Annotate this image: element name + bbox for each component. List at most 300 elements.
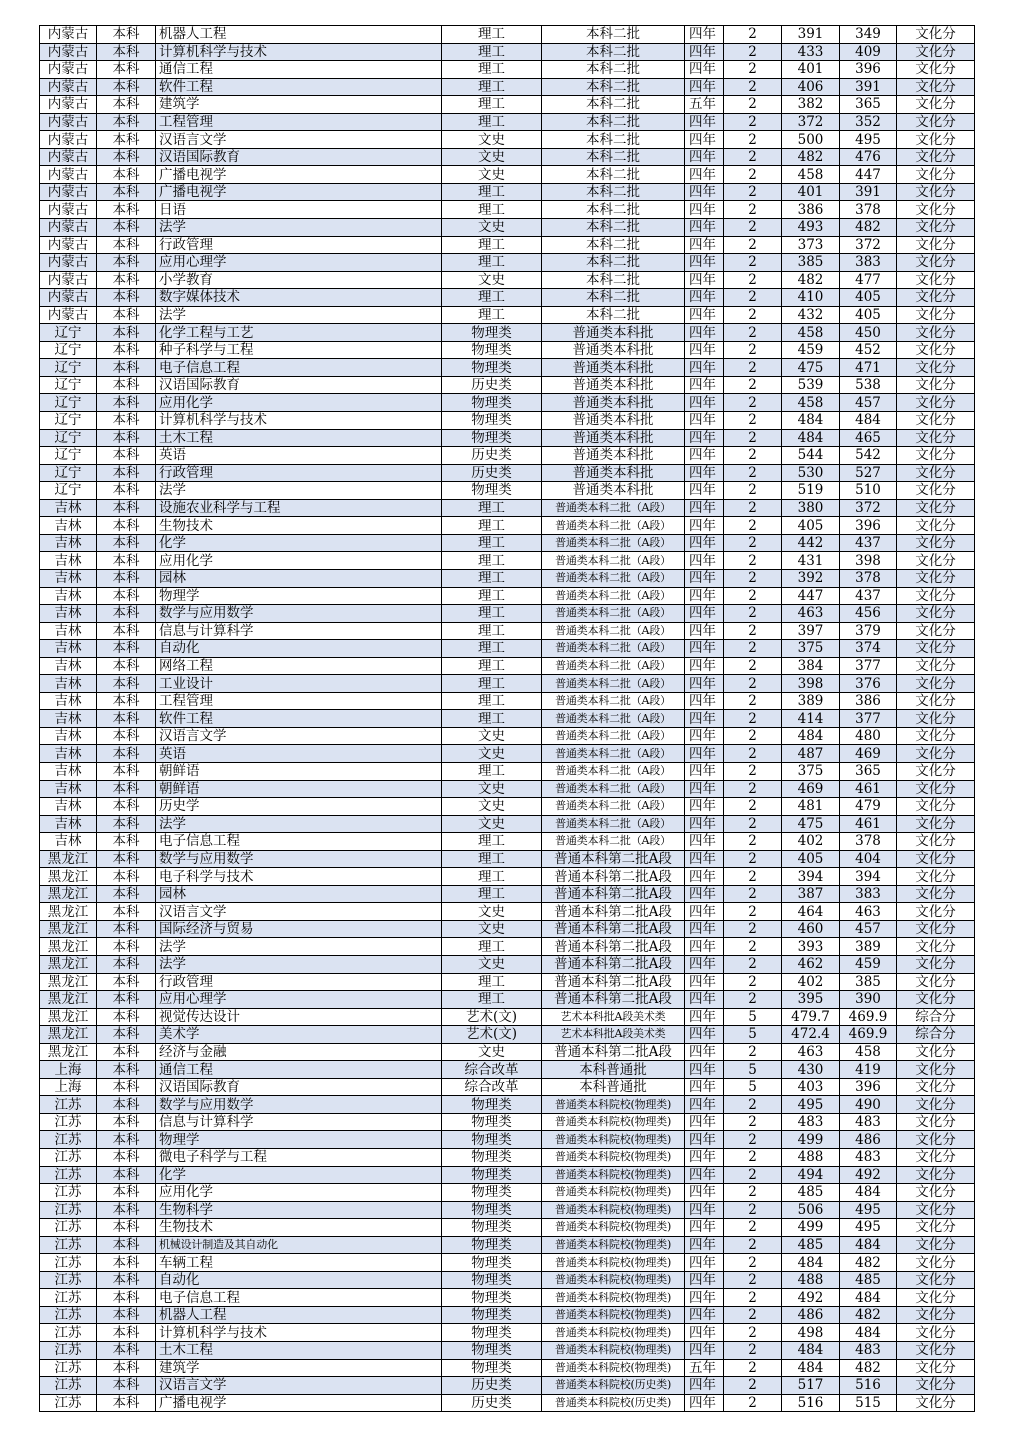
- major-cell: 机器人工程: [156, 1306, 442, 1324]
- major-cell: 园林: [156, 885, 442, 903]
- level-cell: 本科: [97, 254, 156, 272]
- major-cell: 英语: [156, 745, 442, 763]
- batch-cell: 普通类本科二批（A段）: [542, 657, 685, 675]
- level-cell: 本科: [97, 201, 156, 219]
- batch-cell: 普通类本科院校(物理类): [542, 1342, 685, 1360]
- major-cell: 通信工程: [156, 61, 442, 79]
- min-score-cell: 510: [840, 482, 897, 500]
- province-cell: 辽宁: [40, 376, 97, 394]
- category-cell: 文史: [442, 1043, 542, 1061]
- plan-count-cell: 2: [724, 587, 782, 605]
- province-cell: 吉林: [40, 605, 97, 623]
- province-cell: 黑龙江: [40, 955, 97, 973]
- plan-count-cell: 2: [724, 552, 782, 570]
- province-cell: 黑龙江: [40, 885, 97, 903]
- category-cell: 理工: [442, 569, 542, 587]
- province-cell: 江苏: [40, 1131, 97, 1149]
- years-cell: 四年: [685, 359, 724, 377]
- max-score-cell: 484: [782, 1359, 840, 1377]
- level-cell: 本科: [97, 1184, 156, 1202]
- category-cell: 艺术(文): [442, 1008, 542, 1026]
- score-type-cell: 文化分: [897, 341, 975, 359]
- major-cell: 设施农业科学与工程: [156, 499, 442, 517]
- major-cell: 生物技术: [156, 517, 442, 535]
- plan-count-cell: 2: [724, 762, 782, 780]
- level-cell: 本科: [97, 991, 156, 1009]
- province-cell: 江苏: [40, 1289, 97, 1307]
- plan-count-cell: 2: [724, 622, 782, 640]
- years-cell: 四年: [685, 605, 724, 623]
- province-cell: 江苏: [40, 1236, 97, 1254]
- category-cell: 物理类: [442, 1359, 542, 1377]
- min-score-cell: 405: [840, 306, 897, 324]
- table-row: [40, 1113, 975, 1131]
- years-cell: 四年: [685, 447, 724, 465]
- max-score-cell: 431: [782, 552, 840, 570]
- batch-cell: 普通类本科二批（A段）: [542, 710, 685, 728]
- years-cell: 四年: [685, 1219, 724, 1237]
- max-score-cell: 373: [782, 236, 840, 254]
- score-type-cell: 文化分: [897, 499, 975, 517]
- category-cell: 历史类: [442, 464, 542, 482]
- major-cell: 生物技术: [156, 1219, 442, 1237]
- min-score-cell: 394: [840, 868, 897, 886]
- plan-count-cell: 2: [724, 692, 782, 710]
- category-cell: 理工: [442, 236, 542, 254]
- major-cell: 化学工程与工艺: [156, 324, 442, 342]
- category-cell: 理工: [442, 657, 542, 675]
- max-score-cell: 391: [782, 26, 840, 44]
- batch-cell: 普通类本科院校(物理类): [542, 1359, 685, 1377]
- province-cell: 内蒙古: [40, 289, 97, 307]
- level-cell: 本科: [97, 605, 156, 623]
- level-cell: 本科: [97, 745, 156, 763]
- min-score-cell: 390: [840, 991, 897, 1009]
- table-row: [40, 710, 975, 728]
- years-cell: 四年: [685, 271, 724, 289]
- score-type-cell: 文化分: [897, 1131, 975, 1149]
- score-type-cell: 文化分: [897, 1394, 975, 1412]
- years-cell: 四年: [685, 552, 724, 570]
- max-score-cell: 447: [782, 587, 840, 605]
- batch-cell: 本科二批: [542, 201, 685, 219]
- major-cell: 应用化学: [156, 552, 442, 570]
- batch-cell: 本科二批: [542, 219, 685, 237]
- years-cell: 四年: [685, 254, 724, 272]
- major-cell: 法学: [156, 955, 442, 973]
- level-cell: 本科: [97, 61, 156, 79]
- table-row: [40, 973, 975, 991]
- batch-cell: 普通类本科二批（A段）: [542, 815, 685, 833]
- category-cell: 理工: [442, 183, 542, 201]
- major-cell: 日语: [156, 201, 442, 219]
- score-type-cell: 文化分: [897, 850, 975, 868]
- max-score-cell: 495: [782, 1096, 840, 1114]
- major-cell: 自动化: [156, 640, 442, 658]
- min-score-cell: 483: [840, 1113, 897, 1131]
- min-score-cell: 396: [840, 517, 897, 535]
- batch-cell: 普通类本科二批（A段）: [542, 552, 685, 570]
- table-row: [40, 885, 975, 903]
- years-cell: 四年: [685, 1236, 724, 1254]
- level-cell: 本科: [97, 569, 156, 587]
- plan-count-cell: 5: [724, 1061, 782, 1079]
- table-row: [40, 166, 975, 184]
- table-row: [40, 1394, 975, 1412]
- major-cell: 机械设计制造及其自动化: [156, 1236, 442, 1254]
- years-cell: 四年: [685, 938, 724, 956]
- max-score-cell: 394: [782, 868, 840, 886]
- level-cell: 本科: [97, 131, 156, 149]
- major-cell: 历史学: [156, 798, 442, 816]
- level-cell: 本科: [97, 1236, 156, 1254]
- min-score-cell: 386: [840, 692, 897, 710]
- score-type-cell: 文化分: [897, 412, 975, 430]
- table-row: [40, 868, 975, 886]
- major-cell: 化学: [156, 1166, 442, 1184]
- plan-count-cell: 2: [724, 885, 782, 903]
- batch-cell: 普通类本科二批（A段）: [542, 692, 685, 710]
- score-type-cell: 文化分: [897, 1166, 975, 1184]
- table-row: [40, 1377, 975, 1395]
- level-cell: 本科: [97, 464, 156, 482]
- batch-cell: 本科二批: [542, 78, 685, 96]
- major-cell: 数学与应用数学: [156, 1096, 442, 1114]
- level-cell: 本科: [97, 920, 156, 938]
- level-cell: 本科: [97, 1289, 156, 1307]
- batch-cell: 普通类本科院校(物理类): [542, 1166, 685, 1184]
- plan-count-cell: 2: [724, 1184, 782, 1202]
- major-cell: 应用心理学: [156, 254, 442, 272]
- batch-cell: 普通类本科院校(物理类): [542, 1254, 685, 1272]
- min-score-cell: 482: [840, 1254, 897, 1272]
- category-cell: 文史: [442, 955, 542, 973]
- min-score-cell: 452: [840, 341, 897, 359]
- major-cell: 广播电视学: [156, 1394, 442, 1412]
- score-type-cell: 文化分: [897, 1219, 975, 1237]
- min-score-cell: 391: [840, 183, 897, 201]
- province-cell: 上海: [40, 1078, 97, 1096]
- major-cell: 微电子科学与工程: [156, 1149, 442, 1167]
- major-cell: 土木工程: [156, 1342, 442, 1360]
- level-cell: 本科: [97, 183, 156, 201]
- batch-cell: 普通类本科批: [542, 394, 685, 412]
- min-score-cell: 349: [840, 26, 897, 44]
- category-cell: 理工: [442, 587, 542, 605]
- level-cell: 本科: [97, 762, 156, 780]
- score-type-cell: 文化分: [897, 1306, 975, 1324]
- level-cell: 本科: [97, 26, 156, 44]
- years-cell: 四年: [685, 1271, 724, 1289]
- province-cell: 辽宁: [40, 447, 97, 465]
- batch-cell: 普通本科第二批A段: [542, 1043, 685, 1061]
- major-cell: 广播电视学: [156, 183, 442, 201]
- score-type-cell: 文化分: [897, 78, 975, 96]
- table-row: [40, 955, 975, 973]
- max-score-cell: 544: [782, 447, 840, 465]
- min-score-cell: 479: [840, 798, 897, 816]
- min-score-cell: 396: [840, 61, 897, 79]
- category-cell: 艺术(文): [442, 1026, 542, 1044]
- plan-count-cell: 2: [724, 833, 782, 851]
- min-score-cell: 405: [840, 289, 897, 307]
- province-cell: 吉林: [40, 640, 97, 658]
- score-type-cell: 文化分: [897, 429, 975, 447]
- min-score-cell: 372: [840, 236, 897, 254]
- plan-count-cell: 2: [724, 271, 782, 289]
- province-cell: 内蒙古: [40, 148, 97, 166]
- level-cell: 本科: [97, 412, 156, 430]
- table-row: [40, 938, 975, 956]
- plan-count-cell: 5: [724, 1078, 782, 1096]
- plan-count-cell: 2: [724, 1377, 782, 1395]
- major-cell: 应用化学: [156, 1184, 442, 1202]
- province-cell: 辽宁: [40, 429, 97, 447]
- max-score-cell: 406: [782, 78, 840, 96]
- category-cell: 理工: [442, 833, 542, 851]
- category-cell: 理工: [442, 201, 542, 219]
- max-score-cell: 482: [782, 271, 840, 289]
- major-cell: 计算机科学与技术: [156, 412, 442, 430]
- category-cell: 物理类: [442, 1254, 542, 1272]
- major-cell: 电子信息工程: [156, 1289, 442, 1307]
- level-cell: 本科: [97, 710, 156, 728]
- years-cell: 四年: [685, 1096, 724, 1114]
- table-row: [40, 1026, 975, 1044]
- table-row: [40, 1219, 975, 1237]
- min-score-cell: 459: [840, 955, 897, 973]
- score-type-cell: 文化分: [897, 1149, 975, 1167]
- plan-count-cell: 2: [724, 289, 782, 307]
- major-cell: 法学: [156, 482, 442, 500]
- table-row: [40, 762, 975, 780]
- table-row: [40, 1271, 975, 1289]
- category-cell: 文史: [442, 271, 542, 289]
- table-row: [40, 692, 975, 710]
- min-score-cell: 490: [840, 1096, 897, 1114]
- level-cell: 本科: [97, 219, 156, 237]
- years-cell: 四年: [685, 306, 724, 324]
- score-type-cell: 文化分: [897, 955, 975, 973]
- batch-cell: 普通类本科院校(物理类): [542, 1201, 685, 1219]
- major-cell: 小学教育: [156, 271, 442, 289]
- batch-cell: 普通类本科二批（A段）: [542, 534, 685, 552]
- level-cell: 本科: [97, 429, 156, 447]
- max-score-cell: 458: [782, 394, 840, 412]
- category-cell: 物理类: [442, 1271, 542, 1289]
- table-row: [40, 815, 975, 833]
- category-cell: 物理类: [442, 482, 542, 500]
- province-cell: 内蒙古: [40, 61, 97, 79]
- table-row: [40, 236, 975, 254]
- max-score-cell: 539: [782, 376, 840, 394]
- batch-cell: 普通类本科批: [542, 412, 685, 430]
- years-cell: 四年: [685, 1377, 724, 1395]
- province-cell: 江苏: [40, 1166, 97, 1184]
- years-cell: 四年: [685, 113, 724, 131]
- major-cell: 法学: [156, 815, 442, 833]
- batch-cell: 普通类本科院校(物理类): [542, 1184, 685, 1202]
- plan-count-cell: 2: [724, 1271, 782, 1289]
- table-row: [40, 640, 975, 658]
- years-cell: 四年: [685, 692, 724, 710]
- max-score-cell: 494: [782, 1166, 840, 1184]
- batch-cell: 普通类本科批: [542, 447, 685, 465]
- score-type-cell: 文化分: [897, 657, 975, 675]
- max-score-cell: 410: [782, 289, 840, 307]
- plan-count-cell: 2: [724, 324, 782, 342]
- table-row: [40, 341, 975, 359]
- years-cell: 四年: [685, 1289, 724, 1307]
- province-cell: 辽宁: [40, 482, 97, 500]
- min-score-cell: 469.9: [840, 1008, 897, 1026]
- province-cell: 内蒙古: [40, 113, 97, 131]
- category-cell: 物理类: [442, 1166, 542, 1184]
- years-cell: 四年: [685, 657, 724, 675]
- max-score-cell: 484: [782, 727, 840, 745]
- table-row: [40, 991, 975, 1009]
- max-score-cell: 485: [782, 1236, 840, 1254]
- years-cell: 四年: [685, 219, 724, 237]
- table-row: [40, 1184, 975, 1202]
- min-score-cell: 450: [840, 324, 897, 342]
- major-cell: 计算机科学与技术: [156, 43, 442, 61]
- min-score-cell: 461: [840, 780, 897, 798]
- years-cell: 四年: [685, 517, 724, 535]
- category-cell: 理工: [442, 675, 542, 693]
- category-cell: 文史: [442, 903, 542, 921]
- score-type-cell: 文化分: [897, 96, 975, 114]
- category-cell: 理工: [442, 306, 542, 324]
- province-cell: 吉林: [40, 622, 97, 640]
- table-row: [40, 26, 975, 44]
- max-score-cell: 384: [782, 657, 840, 675]
- province-cell: 内蒙古: [40, 271, 97, 289]
- years-cell: 四年: [685, 148, 724, 166]
- batch-cell: 普通类本科院校(历史类): [542, 1394, 685, 1412]
- plan-count-cell: 2: [724, 183, 782, 201]
- major-cell: 软件工程: [156, 710, 442, 728]
- plan-count-cell: 2: [724, 1043, 782, 1061]
- table-row: [40, 1254, 975, 1272]
- years-cell: 四年: [685, 1254, 724, 1272]
- min-score-cell: 379: [840, 622, 897, 640]
- province-cell: 江苏: [40, 1201, 97, 1219]
- years-cell: 四年: [685, 482, 724, 500]
- table-row: [40, 920, 975, 938]
- category-cell: 理工: [442, 868, 542, 886]
- plan-count-cell: 2: [724, 1236, 782, 1254]
- years-cell: 四年: [685, 868, 724, 886]
- level-cell: 本科: [97, 1394, 156, 1412]
- batch-cell: 本科二批: [542, 148, 685, 166]
- batch-cell: 普通类本科二批（A段）: [542, 780, 685, 798]
- score-type-cell: 文化分: [897, 569, 975, 587]
- major-cell: 车辆工程: [156, 1254, 442, 1272]
- min-score-cell: 437: [840, 534, 897, 552]
- major-cell: 机器人工程: [156, 26, 442, 44]
- major-cell: 汉语国际教育: [156, 1078, 442, 1096]
- score-type-cell: 文化分: [897, 201, 975, 219]
- score-type-cell: 文化分: [897, 1043, 975, 1061]
- category-cell: 理工: [442, 692, 542, 710]
- years-cell: 四年: [685, 201, 724, 219]
- batch-cell: 普通类本科二批（A段）: [542, 798, 685, 816]
- years-cell: 四年: [685, 780, 724, 798]
- batch-cell: 普通类本科批: [542, 464, 685, 482]
- category-cell: 理工: [442, 885, 542, 903]
- level-cell: 本科: [97, 1306, 156, 1324]
- years-cell: 四年: [685, 131, 724, 149]
- max-score-cell: 493: [782, 219, 840, 237]
- batch-cell: 普通类本科院校(物理类): [542, 1236, 685, 1254]
- max-score-cell: 398: [782, 675, 840, 693]
- plan-count-cell: 2: [724, 201, 782, 219]
- plan-count-cell: 2: [724, 780, 782, 798]
- province-cell: 内蒙古: [40, 219, 97, 237]
- batch-cell: 普通本科第二批A段: [542, 955, 685, 973]
- major-cell: 数字媒体技术: [156, 289, 442, 307]
- max-score-cell: 372: [782, 113, 840, 131]
- province-cell: 江苏: [40, 1219, 97, 1237]
- category-cell: 理工: [442, 605, 542, 623]
- score-type-cell: 文化分: [897, 640, 975, 658]
- plan-count-cell: 2: [724, 26, 782, 44]
- table-row: [40, 429, 975, 447]
- province-cell: 上海: [40, 1061, 97, 1079]
- max-score-cell: 475: [782, 359, 840, 377]
- score-type-cell: 文化分: [897, 868, 975, 886]
- plan-count-cell: 2: [724, 394, 782, 412]
- batch-cell: 本科二批: [542, 183, 685, 201]
- score-type-cell: 文化分: [897, 113, 975, 131]
- plan-count-cell: 2: [724, 341, 782, 359]
- min-score-cell: 469.9: [840, 1026, 897, 1044]
- batch-cell: 本科二批: [542, 26, 685, 44]
- category-cell: 物理类: [442, 1096, 542, 1114]
- min-score-cell: 376: [840, 675, 897, 693]
- table-row: [40, 517, 975, 535]
- level-cell: 本科: [97, 166, 156, 184]
- level-cell: 本科: [97, 1201, 156, 1219]
- table-row: [40, 219, 975, 237]
- max-score-cell: 475: [782, 815, 840, 833]
- table-row: [40, 833, 975, 851]
- max-score-cell: 392: [782, 569, 840, 587]
- score-type-cell: 文化分: [897, 183, 975, 201]
- level-cell: 本科: [97, 96, 156, 114]
- province-cell: 江苏: [40, 1394, 97, 1412]
- plan-count-cell: 2: [724, 745, 782, 763]
- years-cell: 四年: [685, 1394, 724, 1412]
- score-type-cell: 文化分: [897, 43, 975, 61]
- years-cell: 四年: [685, 955, 724, 973]
- province-cell: 内蒙古: [40, 96, 97, 114]
- province-cell: 江苏: [40, 1113, 97, 1131]
- table-row: [40, 1289, 975, 1307]
- plan-count-cell: 2: [724, 517, 782, 535]
- category-cell: 物理类: [442, 1219, 542, 1237]
- table-row: [40, 1149, 975, 1167]
- max-score-cell: 469: [782, 780, 840, 798]
- major-cell: 工程管理: [156, 113, 442, 131]
- years-cell: 四年: [685, 1026, 724, 1044]
- min-score-cell: 484: [840, 1236, 897, 1254]
- plan-count-cell: 2: [724, 710, 782, 728]
- score-type-cell: 文化分: [897, 780, 975, 798]
- province-cell: 江苏: [40, 1096, 97, 1114]
- province-cell: 江苏: [40, 1359, 97, 1377]
